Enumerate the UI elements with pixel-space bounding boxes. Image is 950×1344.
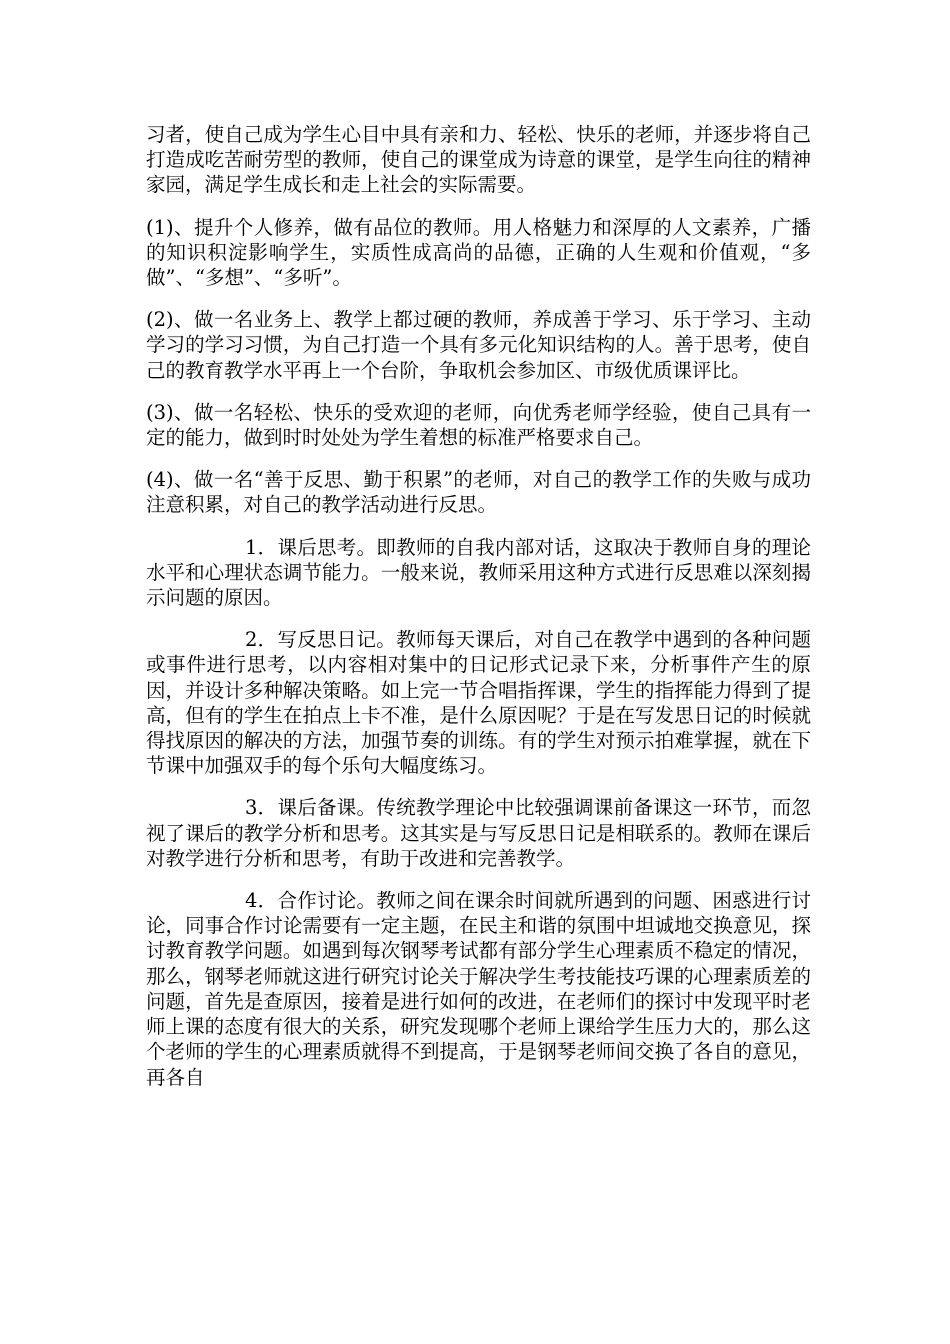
intro-paragraph: 习者，使自己成为学生心目中具有亲和力、轻松、快乐的老师，并逐步将自己打造成吃苦耐劳型的教师，使自己的课堂成为诗意的课堂，是学生向往的精神家园，满足学生成长和走上社会的实际需要。: [146, 123, 811, 197]
method-2-paragraph: 2．写反思日记。教师每天课后，对自己在教学中遇到的各种问题或事件进行思考，以内容相对集中的日记形式记录下来，分析事件产生的原因，并设计多种解决策略。如上完一节合唱指挥课，学生的指挥能力得到了提高，但有的学生在拍点上卡不准，是什么原因呢？于是在写发思日记的时候就得找原因的解决的方法，加强节奏的训练。有的学生对预示拍难掌握，就在下节课中加强双手的每个乐句大幅度练习。: [146, 628, 811, 778]
method-3-paragraph: 3．课后备课。传统教学理论中比较强调课前备课这一环节，而忽视了课后的教学分析和思考。这其实是与写反思日记是相联系的。教师在课后对教学进行分析和思考，有助于改进和完善教学。: [146, 796, 811, 870]
method-1-paragraph: 1．课后思考。即教师的自我内部对话，这取决于教师自身的理论水平和心理状态调节能力。一般来说，教师采用这种方式进行反思难以深刻揭示问题的原因。: [146, 535, 811, 610]
point-1-paragraph: (1)、提升个人修养，做有品位的教师。用人格魅力和深厚的人文素养，广播的知识积淀影响学生，实质性成高尚的品德，正确的人生观和价值观，“多做”、“多想”、“多听”。: [146, 215, 811, 290]
point-4-paragraph: (4)、做一名“善于反思、勤于积累”的老师，对自己的教学工作的失败与成功注意积累，对自己的教学活动进行反思。: [146, 468, 811, 517]
method-4-paragraph: 4．合作讨论。教师之间在课余时间就所遇到的问题、困惑进行讨论，同事合作讨论需要有一定主题，在民主和谐的氛围中坦诚地交换意见，探讨教育教学问题。如遇到每次钢琴考试都有部分学生心理素质不稳定的情况，那么，钢琴老师就这进行研究讨论关于解决学生考技能技巧课的心理素质差的问题，首先是查原因，接着是进行如何的改进，在老师们的探讨中发现平时老师上课的态度有很大的关系，研究发现哪个老师上课给学生压力大的，那么这个老师的学生的心理素质就得不到提高，于是钢琴老师间交换了各自的意见，再各自: [146, 889, 811, 1089]
point-3-paragraph: (3)、做一名轻松、快乐的受欢迎的老师，向优秀老师学经验，使自己具有一定的能力，做到时时处处为学生着想的标准严格要求自己。: [146, 400, 811, 450]
point-2-paragraph: (2)、做一名业务上、教学上都过硬的教师，养成善于学习、乐于学习、主动学习的学习习惯，为自己打造一个具有多元化知识结构的人。善于思考，使自己的教育教学水平再上一个台阶，争取机会参加区、市级优质课评比。: [146, 308, 811, 382]
document-page: [146, 122, 811, 1107]
